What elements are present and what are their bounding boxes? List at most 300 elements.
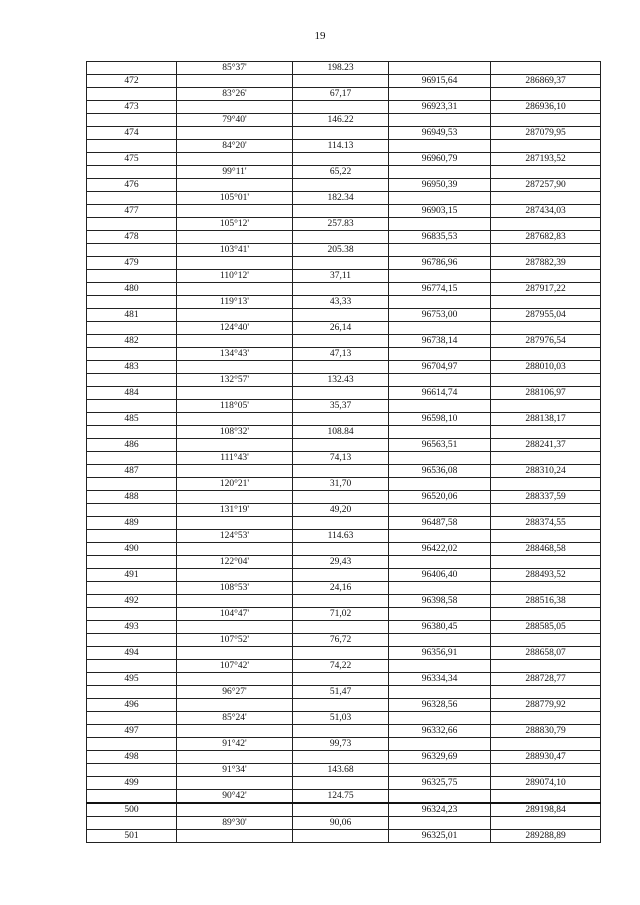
distance-cell: 74,13 [293, 452, 389, 465]
distance-cell [293, 179, 389, 192]
y-coordinate-cell [491, 62, 601, 75]
angle-cell [177, 647, 293, 660]
point-row [87, 127, 601, 140]
angle-cell: 85°37' [177, 62, 293, 75]
segment-row [87, 244, 601, 257]
y-coordinate-cell [491, 244, 601, 257]
angle-cell: 107°42' [177, 660, 293, 673]
angle-cell: 108°32' [177, 426, 293, 439]
distance-cell [293, 517, 389, 530]
point-cell [87, 374, 177, 387]
point-row [87, 673, 601, 686]
y-coordinate-cell [491, 764, 601, 777]
x-coordinate-cell [389, 738, 491, 751]
y-coordinate-cell: 287682,83 [491, 231, 601, 244]
y-coordinate-cell: 287955,04 [491, 309, 601, 322]
angle-cell [177, 257, 293, 270]
y-coordinate-cell [491, 556, 601, 569]
y-coordinate-cell [491, 218, 601, 231]
point-cell: 495 [87, 673, 177, 686]
x-coordinate-cell: 96332,66 [389, 725, 491, 738]
angle-cell [177, 153, 293, 166]
angle-cell: 83°26' [177, 88, 293, 101]
point-row [87, 647, 601, 660]
angle-cell [177, 673, 293, 686]
distance-cell [293, 465, 389, 478]
x-coordinate-cell: 96356,91 [389, 647, 491, 660]
x-coordinate-cell: 96915,64 [389, 75, 491, 88]
distance-cell: 24,16 [293, 582, 389, 595]
distance-cell: 182.34 [293, 192, 389, 205]
angle-cell [177, 751, 293, 764]
angle-cell: 96°27' [177, 686, 293, 699]
point-cell [87, 218, 177, 231]
y-coordinate-cell: 287917,22 [491, 283, 601, 296]
y-coordinate-cell [491, 634, 601, 647]
distance-cell [293, 647, 389, 660]
y-coordinate-cell [491, 426, 601, 439]
point-cell [87, 270, 177, 283]
distance-cell [293, 101, 389, 114]
y-coordinate-cell [491, 166, 601, 179]
x-coordinate-cell [389, 582, 491, 595]
distance-cell: 37,11 [293, 270, 389, 283]
point-cell [87, 660, 177, 673]
x-coordinate-cell [389, 192, 491, 205]
point-row [87, 335, 601, 348]
segment-row [87, 400, 601, 413]
distance-cell [293, 361, 389, 374]
segment-row [87, 556, 601, 569]
distance-cell [293, 153, 389, 166]
point-cell: 480 [87, 283, 177, 296]
y-coordinate-cell: 288106,97 [491, 387, 601, 400]
x-coordinate-cell [389, 817, 491, 830]
angle-cell: 104°47' [177, 608, 293, 621]
point-row [87, 413, 601, 426]
x-coordinate-cell [389, 374, 491, 387]
distance-cell [293, 387, 389, 400]
y-coordinate-cell [491, 686, 601, 699]
point-row [87, 725, 601, 738]
angle-cell [177, 830, 293, 843]
angle-cell: 108°53' [177, 582, 293, 595]
x-coordinate-cell: 96324,23 [389, 803, 491, 817]
distance-cell: 132.43 [293, 374, 389, 387]
y-coordinate-cell [491, 504, 601, 517]
point-cell [87, 400, 177, 413]
x-coordinate-cell [389, 660, 491, 673]
y-coordinate-cell: 287079,95 [491, 127, 601, 140]
y-coordinate-cell [491, 530, 601, 543]
point-cell [87, 166, 177, 179]
distance-cell: 146.22 [293, 114, 389, 127]
angle-cell [177, 127, 293, 140]
y-coordinate-cell: 288728,77 [491, 673, 601, 686]
x-coordinate-cell [389, 296, 491, 309]
angle-cell: 85°24' [177, 712, 293, 725]
point-row [87, 803, 601, 817]
point-cell [87, 478, 177, 491]
angle-cell: 105°12' [177, 218, 293, 231]
point-row [87, 283, 601, 296]
point-cell [87, 348, 177, 361]
angle-cell [177, 387, 293, 400]
angle-cell [177, 543, 293, 556]
point-cell: 474 [87, 127, 177, 140]
angle-cell [177, 283, 293, 296]
segment-row [87, 322, 601, 335]
point-row [87, 595, 601, 608]
point-row [87, 517, 601, 530]
segment-row [87, 218, 601, 231]
distance-cell: 198.23 [293, 62, 389, 75]
point-cell: 493 [87, 621, 177, 634]
x-coordinate-cell: 96422,02 [389, 543, 491, 556]
y-coordinate-cell [491, 140, 601, 153]
angle-cell: 91°42' [177, 738, 293, 751]
point-cell: 501 [87, 830, 177, 843]
x-coordinate-cell: 96328,56 [389, 699, 491, 712]
distance-cell: 65,22 [293, 166, 389, 179]
angle-cell [177, 699, 293, 712]
point-cell [87, 244, 177, 257]
point-cell: 488 [87, 491, 177, 504]
distance-cell: 43,33 [293, 296, 389, 309]
point-cell [87, 556, 177, 569]
angle-cell [177, 517, 293, 530]
point-cell [87, 817, 177, 830]
x-coordinate-cell: 96520,06 [389, 491, 491, 504]
segment-row [87, 660, 601, 673]
y-coordinate-cell: 288658,07 [491, 647, 601, 660]
point-row [87, 153, 601, 166]
y-coordinate-cell [491, 322, 601, 335]
segment-row [87, 192, 601, 205]
point-cell: 473 [87, 101, 177, 114]
point-cell [87, 504, 177, 517]
angle-cell [177, 595, 293, 608]
x-coordinate-cell: 96380,45 [389, 621, 491, 634]
x-coordinate-cell: 96774,15 [389, 283, 491, 296]
y-coordinate-cell: 288374,55 [491, 517, 601, 530]
segment-row [87, 686, 601, 699]
distance-cell [293, 621, 389, 634]
y-coordinate-cell [491, 348, 601, 361]
x-coordinate-cell: 96487,58 [389, 517, 491, 530]
x-coordinate-cell [389, 244, 491, 257]
x-coordinate-cell [389, 140, 491, 153]
point-row [87, 699, 601, 712]
point-cell [87, 582, 177, 595]
segment-row [87, 270, 601, 283]
x-coordinate-cell: 96325,75 [389, 777, 491, 790]
distance-cell [293, 257, 389, 270]
point-row [87, 309, 601, 322]
point-cell [87, 62, 177, 75]
x-coordinate-cell [389, 166, 491, 179]
distance-cell [293, 569, 389, 582]
segment-row [87, 426, 601, 439]
angle-cell: 110°12' [177, 270, 293, 283]
x-coordinate-cell: 96334,34 [389, 673, 491, 686]
distance-cell: 51,03 [293, 712, 389, 725]
y-coordinate-cell [491, 452, 601, 465]
x-coordinate-cell [389, 322, 491, 335]
angle-cell [177, 101, 293, 114]
x-coordinate-cell [389, 218, 491, 231]
x-coordinate-cell: 96406,40 [389, 569, 491, 582]
point-cell [87, 738, 177, 751]
point-row [87, 205, 601, 218]
angle-cell: 124°53' [177, 530, 293, 543]
distance-cell [293, 595, 389, 608]
y-coordinate-cell: 288010,03 [491, 361, 601, 374]
x-coordinate-cell: 96949,53 [389, 127, 491, 140]
distance-cell: 114.13 [293, 140, 389, 153]
angle-cell [177, 725, 293, 738]
distance-cell [293, 205, 389, 218]
point-cell: 499 [87, 777, 177, 790]
segment-row [87, 88, 601, 101]
x-coordinate-cell: 96835,53 [389, 231, 491, 244]
segment-row [87, 114, 601, 127]
angle-cell: 90°42' [177, 790, 293, 804]
point-cell: 475 [87, 153, 177, 166]
point-cell: 483 [87, 361, 177, 374]
segment-row [87, 817, 601, 830]
angle-cell: 119°13' [177, 296, 293, 309]
distance-cell: 205.38 [293, 244, 389, 257]
y-coordinate-cell: 289074,10 [491, 777, 601, 790]
point-cell: 490 [87, 543, 177, 556]
segment-row [87, 738, 601, 751]
point-row [87, 621, 601, 634]
x-coordinate-cell [389, 504, 491, 517]
y-coordinate-cell: 286869,37 [491, 75, 601, 88]
point-cell [87, 452, 177, 465]
distance-cell [293, 231, 389, 244]
coordinates-table-body [87, 62, 601, 843]
x-coordinate-cell [389, 530, 491, 543]
y-coordinate-cell [491, 374, 601, 387]
y-coordinate-cell: 288468,58 [491, 543, 601, 556]
distance-cell: 29,43 [293, 556, 389, 569]
y-coordinate-cell: 287193,52 [491, 153, 601, 166]
coordinates-table [86, 61, 601, 843]
y-coordinate-cell [491, 582, 601, 595]
angle-cell: 103°41' [177, 244, 293, 257]
y-coordinate-cell: 288516,38 [491, 595, 601, 608]
x-coordinate-cell [389, 426, 491, 439]
x-coordinate-cell [389, 114, 491, 127]
point-cell: 481 [87, 309, 177, 322]
distance-cell: 47,13 [293, 348, 389, 361]
point-row [87, 830, 601, 843]
angle-cell [177, 569, 293, 582]
x-coordinate-cell: 96923,31 [389, 101, 491, 114]
y-coordinate-cell: 288310,24 [491, 465, 601, 478]
point-cell [87, 712, 177, 725]
y-coordinate-cell: 287434,03 [491, 205, 601, 218]
angle-cell [177, 335, 293, 348]
distance-cell: 35,37 [293, 400, 389, 413]
point-cell [87, 686, 177, 699]
point-cell: 478 [87, 231, 177, 244]
distance-cell: 71,02 [293, 608, 389, 621]
point-cell [87, 88, 177, 101]
y-coordinate-cell: 288241,37 [491, 439, 601, 452]
angle-cell: 131°19' [177, 504, 293, 517]
point-cell: 491 [87, 569, 177, 582]
y-coordinate-cell: 288138,17 [491, 413, 601, 426]
point-cell [87, 530, 177, 543]
distance-cell: 90,06 [293, 817, 389, 830]
angle-cell: 118°05' [177, 400, 293, 413]
distance-cell: 143.68 [293, 764, 389, 777]
distance-cell: 257.83 [293, 218, 389, 231]
segment-row [87, 608, 601, 621]
x-coordinate-cell [389, 686, 491, 699]
point-row [87, 751, 601, 764]
point-cell [87, 634, 177, 647]
angle-cell [177, 75, 293, 88]
segment-row [87, 582, 601, 595]
angle-cell [177, 439, 293, 452]
point-cell: 497 [87, 725, 177, 738]
distance-cell [293, 335, 389, 348]
y-coordinate-cell [491, 400, 601, 413]
x-coordinate-cell: 96325,01 [389, 830, 491, 843]
distance-cell [293, 803, 389, 817]
x-coordinate-cell [389, 556, 491, 569]
point-cell [87, 140, 177, 153]
point-row [87, 543, 601, 556]
x-coordinate-cell [389, 608, 491, 621]
distance-cell [293, 699, 389, 712]
distance-cell [293, 491, 389, 504]
distance-cell [293, 413, 389, 426]
point-row [87, 491, 601, 504]
y-coordinate-cell [491, 478, 601, 491]
x-coordinate-cell: 96536,08 [389, 465, 491, 478]
x-coordinate-cell: 96738,14 [389, 335, 491, 348]
angle-cell: 120°21' [177, 478, 293, 491]
angle-cell [177, 179, 293, 192]
distance-cell [293, 830, 389, 843]
point-row [87, 101, 601, 114]
distance-cell: 49,20 [293, 504, 389, 517]
distance-cell: 26,14 [293, 322, 389, 335]
distance-cell: 31,70 [293, 478, 389, 491]
y-coordinate-cell: 288830,79 [491, 725, 601, 738]
distance-cell [293, 75, 389, 88]
y-coordinate-cell [491, 114, 601, 127]
angle-cell: 107°52' [177, 634, 293, 647]
point-cell: 498 [87, 751, 177, 764]
x-coordinate-cell [389, 348, 491, 361]
y-coordinate-cell [491, 738, 601, 751]
x-coordinate-cell [389, 88, 491, 101]
distance-cell [293, 543, 389, 556]
segment-row [87, 140, 601, 153]
point-cell [87, 114, 177, 127]
y-coordinate-cell [491, 608, 601, 621]
point-cell: 476 [87, 179, 177, 192]
y-coordinate-cell [491, 270, 601, 283]
point-row [87, 179, 601, 192]
angle-cell: 124°40' [177, 322, 293, 335]
distance-cell: 124.75 [293, 790, 389, 804]
segment-row [87, 790, 601, 804]
point-cell [87, 608, 177, 621]
angle-cell [177, 413, 293, 426]
point-cell: 500 [87, 803, 177, 817]
x-coordinate-cell: 96753,00 [389, 309, 491, 322]
point-cell [87, 192, 177, 205]
point-row [87, 439, 601, 452]
x-coordinate-cell: 96563,51 [389, 439, 491, 452]
point-row [87, 75, 601, 88]
y-coordinate-cell: 288493,52 [491, 569, 601, 582]
point-cell: 496 [87, 699, 177, 712]
distance-cell [293, 439, 389, 452]
y-coordinate-cell: 287882,39 [491, 257, 601, 270]
distance-cell [293, 777, 389, 790]
x-coordinate-cell: 96960,79 [389, 153, 491, 166]
point-cell: 486 [87, 439, 177, 452]
point-cell: 477 [87, 205, 177, 218]
angle-cell: 79°40' [177, 114, 293, 127]
angle-cell [177, 777, 293, 790]
y-coordinate-cell [491, 296, 601, 309]
angle-cell [177, 205, 293, 218]
point-cell: 489 [87, 517, 177, 530]
x-coordinate-cell [389, 712, 491, 725]
angle-cell [177, 803, 293, 817]
x-coordinate-cell: 96950,39 [389, 179, 491, 192]
y-coordinate-cell: 287976,54 [491, 335, 601, 348]
x-coordinate-cell: 96903,15 [389, 205, 491, 218]
distance-cell [293, 725, 389, 738]
distance-cell: 74,22 [293, 660, 389, 673]
angle-cell: 122°04' [177, 556, 293, 569]
point-row [87, 361, 601, 374]
x-coordinate-cell: 96329,69 [389, 751, 491, 764]
segment-row [87, 62, 601, 75]
x-coordinate-cell [389, 400, 491, 413]
angle-cell [177, 491, 293, 504]
y-coordinate-cell [491, 88, 601, 101]
y-coordinate-cell [491, 192, 601, 205]
x-coordinate-cell: 96704,97 [389, 361, 491, 374]
y-coordinate-cell: 288585,05 [491, 621, 601, 634]
segment-row [87, 348, 601, 361]
x-coordinate-cell [389, 452, 491, 465]
angle-cell: 132°57' [177, 374, 293, 387]
segment-row [87, 634, 601, 647]
point-cell: 485 [87, 413, 177, 426]
angle-cell [177, 465, 293, 478]
point-cell: 484 [87, 387, 177, 400]
distance-cell: 99,73 [293, 738, 389, 751]
point-cell: 482 [87, 335, 177, 348]
point-cell: 494 [87, 647, 177, 660]
point-cell: 487 [87, 465, 177, 478]
x-coordinate-cell [389, 270, 491, 283]
y-coordinate-cell: 288930,47 [491, 751, 601, 764]
angle-cell [177, 361, 293, 374]
